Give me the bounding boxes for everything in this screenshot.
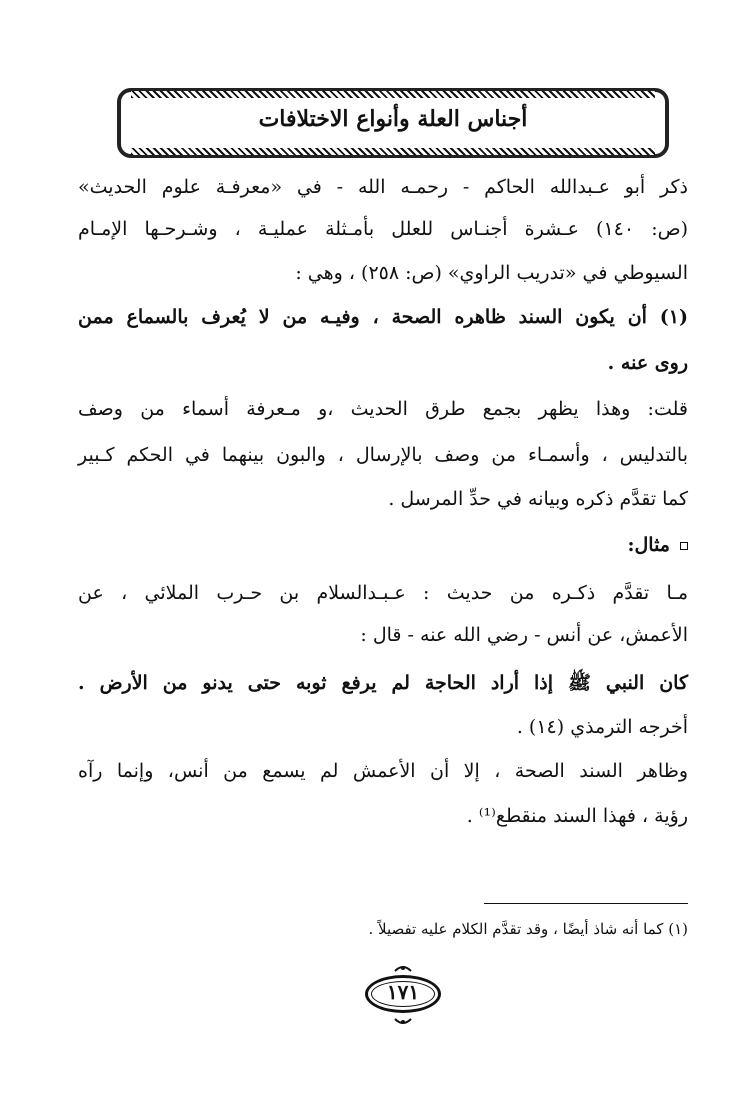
chapter-title: أجناس العلة وأنواع الاختلافات	[258, 106, 528, 132]
text-line-11: الأعمش، عن أنس - رضي الله عنه - قال :	[360, 624, 688, 646]
text-line-3: السيوطي في «تدريب الراوي» (ص: ٢٥٨) ، وهي :	[295, 262, 688, 284]
text-line-12: كان النبي ﷺ إذا أراد الحاجة لم يرفع ثوبه حتى يدنو من الأرض .	[78, 672, 688, 694]
title-frame	[117, 88, 669, 158]
text-line-14: وظاهر السند الصحة ، إلا أن الأعمش لم يسمع من أنس، وإنما رآه	[78, 760, 688, 782]
frame-ornament-top	[131, 91, 655, 98]
text-line-8: كما تقدَّم ذكره وبيانه في حدِّ المرسل .	[388, 488, 688, 510]
text-line-2: (ص: ١٤٠) عـشرة أجنـاس للعلل بأمـثلة عمليـة ، وشـرحـها الإمـام	[78, 218, 688, 240]
text-line-15: رؤية ، فهذا السند منقطع⁽¹⁾ .	[466, 805, 688, 827]
text-line-13: أخرجه الترمذي (١٤) .	[516, 716, 688, 738]
text-line-1: ذكر أبو عـبدالله الحاكم - رحمـه الله - في «معرفـة علوم الحديث»	[78, 176, 688, 198]
text-line-6: قلت: وهذا يظهر بجمع طرق الحديث ،و مـعرفة أسماء من وصف	[78, 398, 688, 420]
text-line-4: (١) أن يكون السند ظاهره الصحة ، وفيـه من لا يُعرف بالسماع ممن	[78, 306, 688, 328]
text-line-10: مـا تقدَّم ذكـره من حديث : عـبـدالسلام بن حـرب الملائي ، عن	[78, 582, 688, 604]
footnote: (١) كما أنه شاذ أيضًا ، وقد تقدَّم الكلام عليه تفصيلاً .	[368, 920, 688, 938]
example-label: مثال:	[627, 534, 670, 556]
frame-ornament-bottom	[131, 148, 655, 155]
text-line-5: روى عنه .	[607, 352, 688, 374]
page-number-ornament	[355, 965, 451, 1025]
example-heading	[78, 534, 688, 556]
ornament-top-icon	[393, 965, 413, 973]
square-bullet-icon	[680, 542, 688, 550]
text-line-7: بالتدليس ، وأسمـاء من وصف بالإرسال ، والبون بينهما في الحكم كـبير	[78, 444, 688, 466]
page-number: ١٧١	[386, 980, 420, 1004]
ornament-bottom-icon	[393, 1017, 413, 1025]
footnote-separator	[484, 903, 688, 904]
